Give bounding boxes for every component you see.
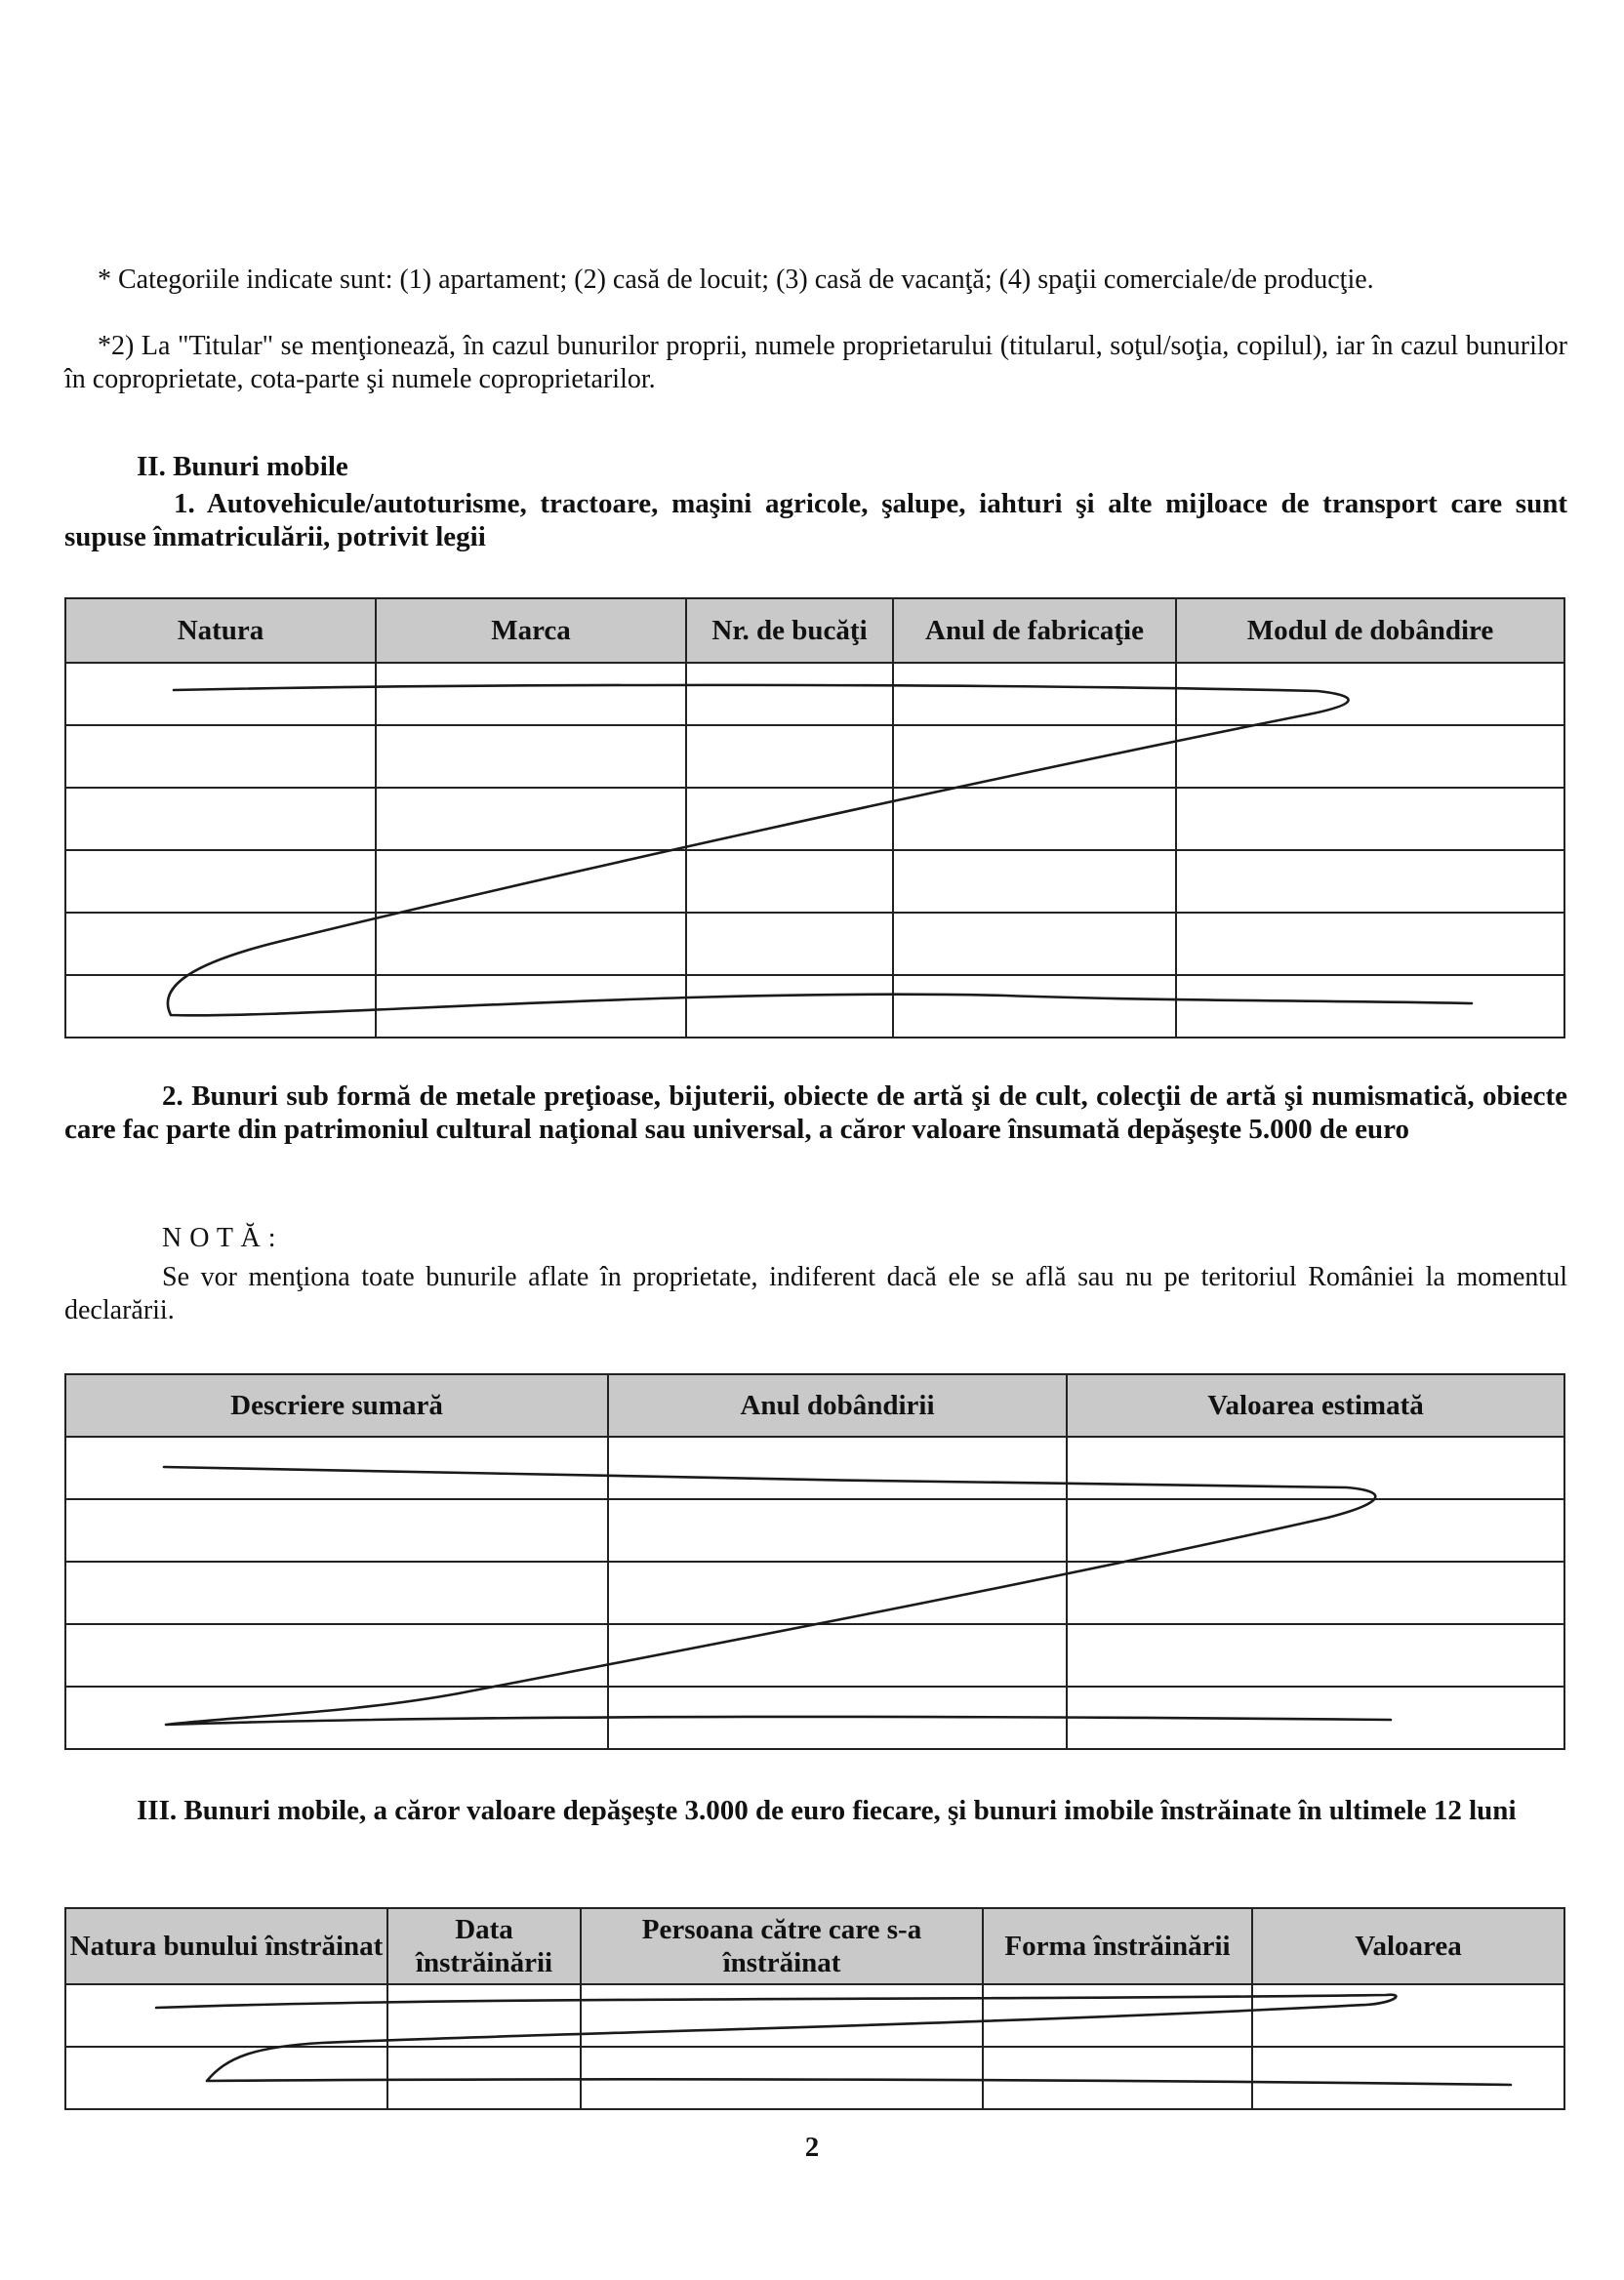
nota-text: Se vor menţiona toate bunurile aflate în proprietate, indiferent dacă ele se află sau nu pe teritoriul României la momentul declarării.	[64, 1262, 1567, 1325]
col-header-forma: Forma înstrăinării	[983, 1908, 1252, 1984]
table-row	[65, 1984, 1564, 2047]
table-row	[65, 1687, 1564, 1749]
col-header-data-instrainarii: Data înstrăinării	[387, 1908, 581, 1984]
table-row	[65, 1437, 1564, 1499]
table-row	[65, 2047, 1564, 2109]
col-header-natura-bunului: Natura bunului înstrăinat	[65, 1908, 387, 1984]
col-header-descriere: Descriere sumară	[65, 1374, 608, 1437]
section-2-1-title: 1. Autovehicule/autoturisme, tractoare, maşini agricole, şalupe, iahturi şi alte mijloace de transport care sunt supuse înmatriculării, potrivit legii	[64, 488, 1567, 552]
table-row	[65, 725, 1564, 788]
table-header-row	[65, 1908, 1564, 1984]
col-header-marca: Marca	[376, 598, 686, 663]
table-row	[65, 975, 1564, 1038]
col-header-valoarea: Valoarea	[1252, 1908, 1564, 1984]
table-row	[65, 913, 1564, 975]
table-header-row	[65, 1374, 1564, 1437]
table-header-row	[65, 598, 1564, 663]
valuables-table	[64, 1373, 1565, 1750]
col-header-nr-bucati: Nr. de bucăţi	[686, 598, 893, 663]
col-header-persoana: Persoana către care s-a înstrăinat	[581, 1908, 983, 1984]
alienated-assets-table	[64, 1907, 1565, 2110]
table-row	[65, 1499, 1564, 1562]
table-row	[65, 663, 1564, 725]
col-header-anul-dobandirii: Anul dobândirii	[608, 1374, 1067, 1437]
section-2-title: II. Bunuri mobile	[137, 451, 348, 482]
col-header-modul-dobandire: Modul de dobândire	[1176, 598, 1564, 663]
col-header-valoarea-estimata: Valoarea estimată	[1067, 1374, 1564, 1437]
table-row	[65, 1624, 1564, 1687]
table-row	[65, 850, 1564, 913]
nota-label: N O T Ă :	[162, 1223, 277, 1253]
section-2-2-title: 2. Bunuri sub formă de metale preţioase, bijuterii, obiecte de artă şi de cult, colecţii de artă şi numismatică, obiecte care fac parte din patrimoniul cultural naţional sau universal, a căror valoare însumată depăşeşte 5.000 de euro	[64, 1080, 1567, 1145]
section-3-title: III. Bunuri mobile, a căror valoare depăşeşte 3.000 de euro fiecare, şi bunuri imobile înstrăinate în ultimele 12 luni	[137, 1795, 1517, 1826]
footnote-categories: * Categoriile indicate sunt: (1) apartament; (2) casă de locuit; (3) casă de vacanţă; (4) spaţii comerciale/de producţie.	[98, 265, 1374, 295]
vehicles-table	[64, 597, 1565, 1038]
page-number: 2	[804, 2132, 820, 2163]
col-header-natura: Natura	[65, 598, 376, 663]
col-header-anul-fabricatie: Anul de fabricaţie	[893, 598, 1176, 663]
footnote-titular: *2) La "Titular" se menţionează, în cazul bunurilor proprii, numele proprietarului (titularul, soţul/soţia, copilul), iar în cazul bunurilor în coproprietate, cota-parte şi numele coproprietarilor.	[64, 331, 1567, 394]
table-row	[65, 788, 1564, 850]
table-row	[65, 1562, 1564, 1624]
